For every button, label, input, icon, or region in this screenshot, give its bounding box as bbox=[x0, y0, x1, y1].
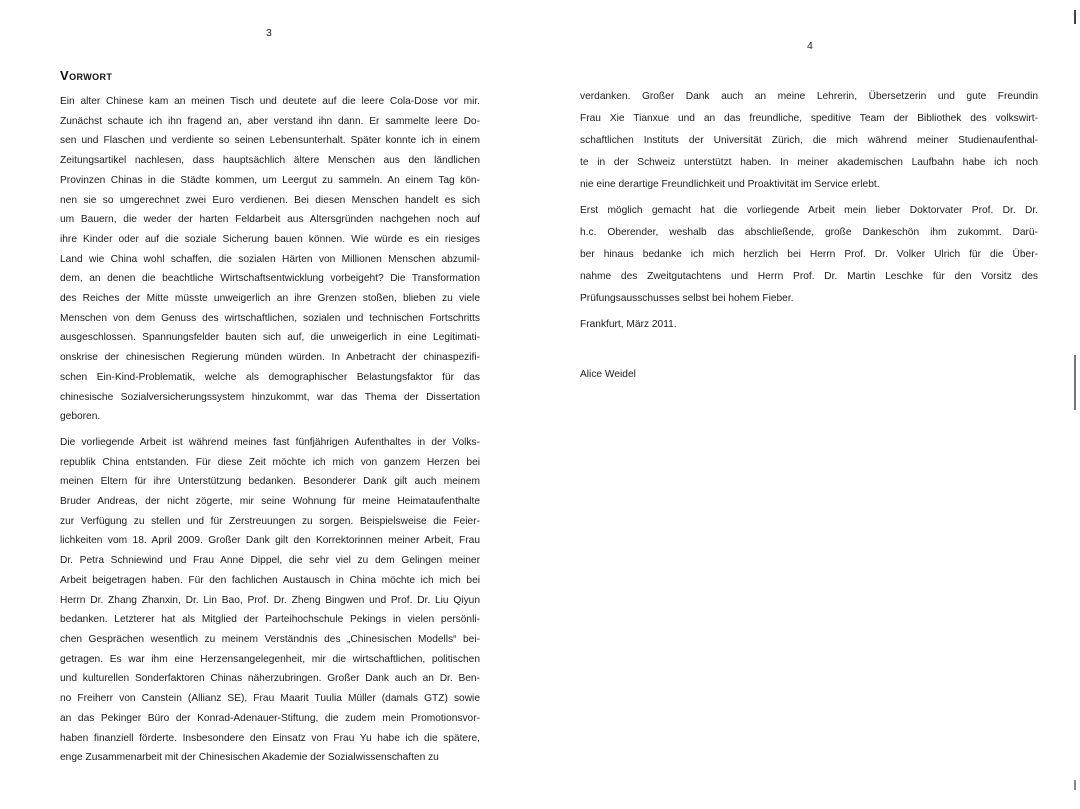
paragraph bbox=[580, 200, 1038, 310]
text-line: Frau Xie Tianxue und an das freundliche, speditive Team der Bibliothek des volkswirt- bbox=[580, 113, 1038, 124]
author-name: Alice Weidel bbox=[580, 369, 636, 380]
scan-edge-mark-bottom bbox=[1074, 780, 1076, 790]
signature-spacer bbox=[580, 336, 1038, 364]
text-line: des Reiches der Mitte müsste unweigerlich an ihre Grenzen stoßen, blieben zu viele bbox=[60, 293, 480, 305]
text-line: Zunächst schaute ich ihn fragend an, aber verstand ihn dann. Er sammelte leere Do- bbox=[60, 115, 480, 127]
text-line: verdanken. Großer Dank auch an meine Lehrerin, Übersetzerin und gute Freundin bbox=[580, 91, 1038, 102]
text-line: zur Verfügung zu stellen und für Zerstreuungen zu sorgen. Beispielsweise die Feier- bbox=[60, 515, 480, 527]
text-line: ausgeschlossen. Spannungsfelder bauten sich auf, die unweigerlich in eine Legitimati- bbox=[60, 332, 480, 344]
text-line: dem, an denen die beachtliche Wirtschaftsentwicklung vorbeigeht? Die Transformation bbox=[60, 273, 480, 285]
text-line: schen Ein-Kind-Problematik, welche als demographischer Belastungsfaktor für das bbox=[60, 371, 480, 383]
scan-edge-mark-top bbox=[1074, 10, 1076, 24]
text-line: getragen. Es war ihm eine Herzensangelegenheit, mir die wirtschaftlichen, politischen bbox=[60, 653, 480, 665]
text-line: Dr. Petra Schniewind und Frau Anne Dippel, die sehr viel zu dem Gelingen meiner bbox=[60, 555, 480, 567]
place-date: Frankfurt, März 2011. bbox=[580, 319, 677, 330]
paragraph bbox=[580, 86, 1038, 196]
text-line: ber hinaus bedanke ich mich herzlich bei Herrn Prof. Dr. Volker Ulrich für die Über- bbox=[580, 249, 1038, 260]
text-line: nen sie so umgerechnet zwei Euro verdienen. Bei diesen Menschen handelt es sich bbox=[60, 194, 480, 206]
text-line: Die vorliegende Arbeit ist während meines fast fünfjährigen Aufenthaltes in der Volks- bbox=[60, 436, 480, 448]
text-line: geboren. bbox=[60, 411, 101, 423]
left-page-body bbox=[60, 92, 480, 768]
text-line: Prüfungsausschusses selbst bei hohem Fieber. bbox=[580, 293, 794, 304]
text-line: Land wie China wohl schaffen, die sozialen Härten von Millionen Menschen abzumil- bbox=[60, 253, 480, 265]
text-line: no Freiherr von Canstein (Allianz SE), Frau Maarit Tuulia Müller (damals GTZ) sowie bbox=[60, 693, 480, 705]
page-number-left: 3 bbox=[266, 27, 272, 39]
text-line: bedanken. Letzterer hat als Mitglied der Parteihochschule Pekings in vielen persönli- bbox=[60, 614, 480, 626]
text-line: Erst möglich gemacht hat die vorliegende Arbeit mein lieber Doktorvater Prof. Dr. Dr. bbox=[580, 205, 1038, 216]
paragraph bbox=[60, 92, 480, 427]
text-line: Ein alter Chinese kam an meinen Tisch und deutete auf die leere Cola-Dose vor mir. bbox=[60, 96, 480, 107]
text-line: haben finanziell förderte. Insbesondere den Einsatz von Frau Yu habe ich die spätere, bbox=[60, 732, 480, 744]
text-line: um Bauern, die weder der harten Feldarbeit aus Altersgründen nachgehen noch auf bbox=[60, 214, 480, 226]
text-line: chen Gesprächen wesentlich zu meinem Verständnis des „Chinesischen Modells“ bei- bbox=[60, 633, 480, 645]
text-line: nahme des Zweitgutachtens und Herrn Prof. Dr. Martin Leschke für den Vorsitz des bbox=[580, 271, 1038, 282]
text-line: schaftlichen Instituts der Universität Zürich, die mich während meiner Studienaufenthal- bbox=[580, 135, 1038, 146]
text-line: te in der Schweiz unterstützt haben. In meiner akademischen Laufbahn habe ich noch bbox=[580, 157, 1038, 168]
text-line: republik China entstanden. Für diese Zeit möchte ich mich von ganzem Herzen bei bbox=[60, 456, 480, 468]
text-line: ihre Kinder oder auf die soziale Sicherung bauen können. Wie würde es ein riesiges bbox=[60, 233, 480, 245]
paragraph bbox=[60, 433, 480, 768]
text-line: Herrn Dr. Zhang Zhanxin, Dr. Lin Bao, Prof. Dr. Zheng Bingwen und Prof. Dr. Liu Qiyun bbox=[60, 594, 480, 606]
text-line: lichkeiten vom 18. April 2009. Großer Dank gilt den Korrektorinnen meiner Arbeit, Frau bbox=[60, 535, 480, 547]
text-line: h.c. Oberender, weshalb das abschließende, große Dankeschön ihm zukommt. Darü- bbox=[580, 227, 1038, 238]
text-line: meinen Eltern für ihre Unterstützung bedanken. Besonderer Dank gilt auch meinem bbox=[60, 476, 480, 488]
right-page-body bbox=[580, 86, 1038, 386]
text-line: nie eine derartige Freundlichkeit und Proaktivität im Service erlebt. bbox=[580, 179, 880, 190]
text-line: Bruder Andreas, der nicht zögerte, mir seine Wohnung für meine Heimataufenthalte bbox=[60, 496, 480, 508]
text-line: und kulturellen Sonderfaktoren Chinas näherzubringen. Großer Dank auch an Dr. Ben- bbox=[60, 673, 480, 685]
text-line: enge Zusammenarbeit mit der Chinesischen Akademie der Sozialwissenschaften zu bbox=[60, 752, 439, 764]
text-line: Menschen von dem Genuss des wirtschaftlichen, sozialen und technischen Fortschritts bbox=[60, 312, 480, 324]
text-line: Provinzen Chinas in die Städte kommen, um Leergut zu sammeln. An einem Tag kön- bbox=[60, 174, 480, 186]
text-line: Arbeit beigetragen haben. Für den fachlichen Austausch in China möchte ich mich bei bbox=[60, 574, 480, 586]
text-line: sen und Flaschen und verdiente so seinen Lebensunterhalt. Später konnte ich in einem bbox=[60, 135, 480, 147]
text-line: Zeitungsartikel nachlesen, dass hauptsächlich ältere Menschen aus den ländlichen bbox=[60, 155, 480, 167]
text-line: an das Pekinger Büro der Konrad-Adenauer-Stiftung, die zudem mein Promotionsvor- bbox=[60, 712, 480, 724]
text-line: onskrise der chinesischen Regierung münden würden. In Anbetracht der chinaspezifi- bbox=[60, 352, 480, 364]
scan-edge-mark-middle bbox=[1074, 355, 1076, 410]
text-line: chinesische Sozialversicherungssystem hinzukommt, war das Thema der Dissertation bbox=[60, 391, 480, 403]
section-heading-vorwort: Vorwort bbox=[60, 68, 113, 83]
page-number-right: 4 bbox=[807, 40, 813, 52]
